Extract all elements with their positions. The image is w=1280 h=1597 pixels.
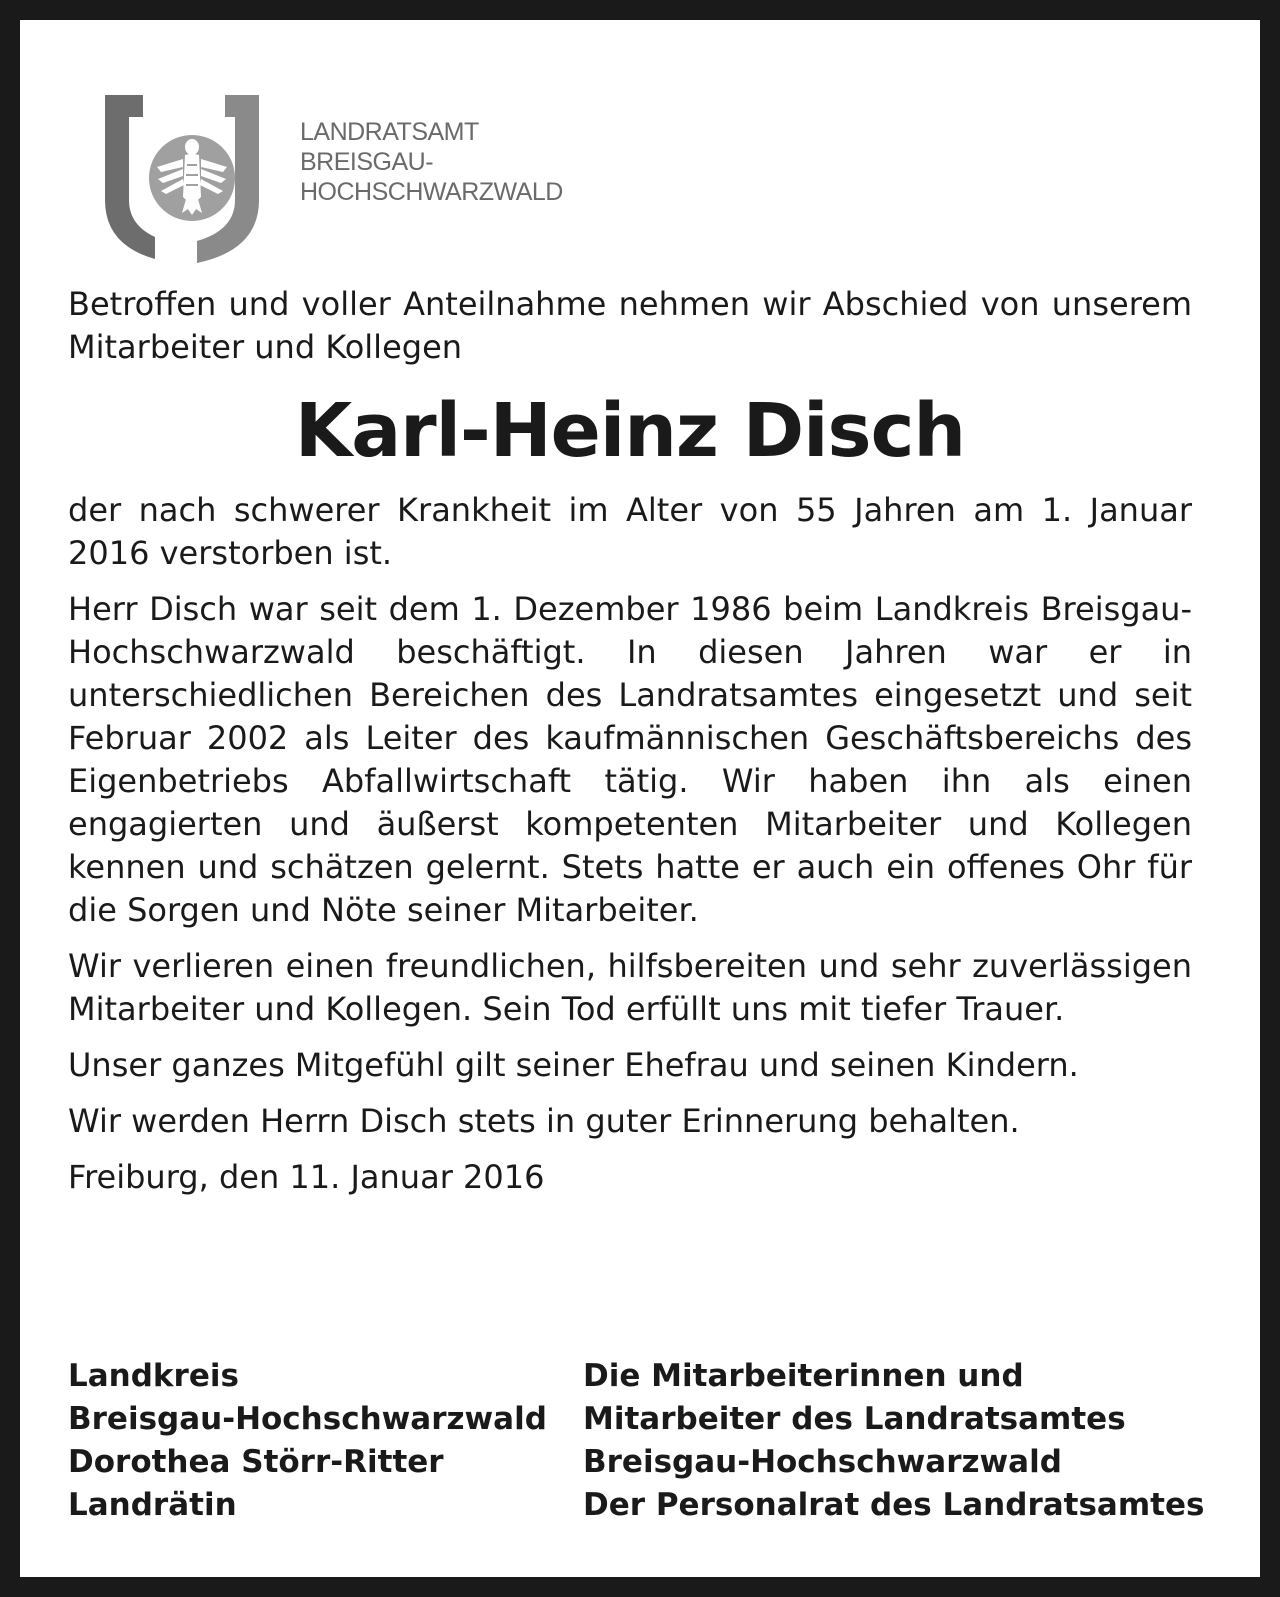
paragraph-sympathy: Unser ganzes Mitgefühl gilt seiner Ehefrau und seinen Kindern.: [68, 1046, 1079, 1084]
logo-wordmark: [300, 117, 563, 207]
logo-line-2: BREISGAU-: [300, 148, 434, 176]
logo: [85, 75, 605, 265]
paragraph-memory: Wir werden Herrn Disch stets in guter Erinnerung behalten.: [68, 1102, 1020, 1140]
signature-left-line: Dorothea Störr-Ritter: [68, 1444, 444, 1480]
logo-line-3: HOCHSCHWARZWALD: [300, 178, 563, 206]
paragraph-career: Herr Disch war seit dem 1. Dezember 1986 beim Landkreis Breisgau-Hochschwarzwald beschäftigt. In diesen Jahren war er in unterschiedlichen Bereichen des Landratsamtes eingesetzt und seit Februar 2002 als Leiter des kaufmännischen Geschäftsbereichs des Eigenbetriebs Abfallwirtschaft tätig. Wir haben ihn als einen engagierten und äußerst kompetenten Mitarbeiter und Kollegen kennen und schätzen gelernt. Stets hatte er auch ein offenes Ohr für die Sorgen und Nöte seiner Mitarbeiter.: [68, 590, 1192, 929]
paragraph-loss: Wir verlieren einen freundlichen, hilfsbereiten und sehr zuverlässigen Mitarbeiter und Kollegen. Sein Tod erfüllt uns mit tiefer Trauer.: [68, 947, 1192, 1028]
signature-right: [583, 1355, 1204, 1527]
intro-text: Betroffen und voller Anteilnahme nehmen wir Abschied von unserem Mitarbeiter und Kollegen: [68, 285, 1192, 366]
deceased-name: Karl-Heinz Disch: [294, 388, 966, 474]
signature-left: [68, 1355, 547, 1527]
signature-right-line: Die Mitarbeiterinnen und: [583, 1358, 1024, 1394]
place-date: Freiburg, den 11. Januar 2016: [68, 1158, 545, 1196]
signature-right-line: Breisgau-Hochschwarzwald: [583, 1444, 1062, 1480]
eagle-crest-icon: [85, 75, 285, 265]
signature-left-line: Landkreis: [68, 1358, 239, 1394]
signature-right-line: Der Personalrat des Landratsamtes: [583, 1487, 1205, 1523]
signature-right-line: Mitarbeiter des Landratsamtes: [583, 1401, 1126, 1437]
signature-left-line: Breisgau-Hochschwarzwald: [68, 1401, 547, 1437]
logo-line-1: LANDRATSAMT: [300, 118, 479, 146]
notice-body: [68, 283, 1192, 1199]
paragraph-death: der nach schwerer Krankheit im Alter von 55 Jahren am 1. Januar 2016 verstorben ist.: [68, 491, 1192, 572]
signature-left-line: Landrätin: [68, 1487, 237, 1523]
